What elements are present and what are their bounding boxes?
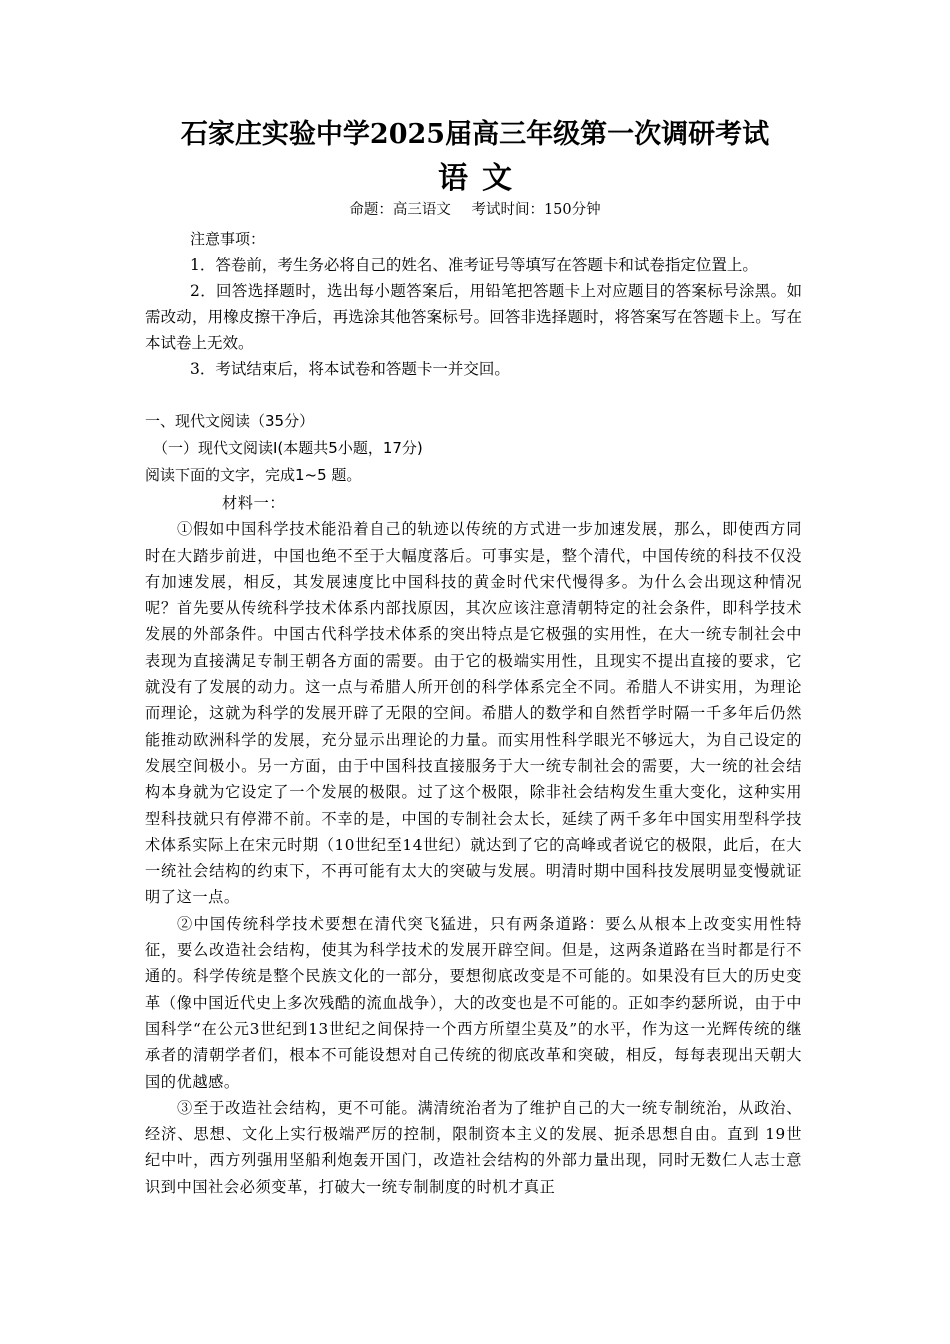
notice-item: 1．答卷前，考生务必将自己的姓名、准考证号等填写在答题卡和试卷指定位置上。 (190, 256, 758, 274)
passage-paragraph: ①假如中国科学技术能沿着自己的轨迹以传统的方式进一步加速发展，那么，即使西方同时在大踏步前进，中国也绝不至于大幅度落后。可事实是，整个清代，中国传统的科技不仅没有加速发展，相反，其发展速度比中国科技的黄金时代宋代慢得多。为什么会出现这种情况呢？首先要从传统科学技术体系内部找原因，其次应该注意清朝特定的社会条件，即科学技术发展的外部条件。中国古代科学技术体系的突出特点是它极强的实用性，在大一统专制社会中表现为直接满足专制王朝各方面的需要。由于它的极端实用性，且现实不提出直接的要求，它就没有了发展的动力。这一点与希腊人所开创的科学体系完全不同。希腊人不讲实用，为理论而理论，这就为科学的发展开辟了无限的空间。希腊人的数学和自然哲学时隔一千多年后仍然能推动欧洲科学的发展，充分显示出理论的力量。而实用性科学眼光不够远大，为自己设定的发展空间极小。另一方面，由于中国科技直接服务于大一统专制社会的需要，大一统的社会结构本身就为它设定了一个发展的极限。过了这个极限，除非社会结构发生重大变化，这种实用型科技就只有停滞不前。不幸的是，中国的专制社会太长，延续了两千多年中国实用型科学技术体系实际上在宋元时期（10世纪至14世纪）就达到了它的高峰或者说它的极限，此后，在大一统社会结构的约束下，不再可能有太大的突破与发展。明清时期中国科技发展明显变慢就证明了这一点。 (145, 520, 802, 907)
section-instruction: 阅读下面的文字，完成1~5 题。 (145, 466, 362, 484)
duration-info: 考试时间：150分钟 (471, 202, 601, 218)
section-heading: 一、现代文阅读（35分） (145, 412, 315, 430)
exam-title: 石家庄实验中学2025届高三年级第一次调研考试 (180, 119, 770, 150)
material-label: 材料一： (222, 494, 286, 512)
section-subheading: （一）现代文阅读Ⅰ(本题共5小题，17分) (153, 439, 423, 457)
section-header (145, 408, 802, 489)
setter-info: 命题：高三语文 (349, 202, 451, 218)
subject-title: 语文 (438, 161, 526, 196)
notices-heading: 注意事项： (190, 230, 266, 248)
exam-meta (0, 198, 950, 219)
notices-block (145, 226, 802, 382)
passage-paragraph: ②中国传统科学技术要想在清代突飞猛进，只有两条道路：要么从根本上改变实用性特征，要么改造社会结构，使其为科学技术的发展开辟空间。但是，这两条道路在当时都是行不通的。科学传统是整个民族文化的一部分，要想彻底改变是不可能的。如果没有巨大的历史变革（像中国近代史上多次残酷的流血战争），大的改变也是不可能的。正如李约瑟所说，由于中国科学“在公元3世纪到13世纪之间保持一个西方所望尘莫及”的水平，作为这一光辉传统的继承者的清朝学者们，根本不可能设想对自己传统的彻底改革和突破，相反，每每表现出天朝大国的优越感。 (145, 914, 802, 1091)
passage-paragraph: ③至于改造社会结构，更不可能。满清统治者为了维护自己的大一统专制统治，从政治、经济、思想、文化上实行极端严厉的控制，限制资本主义的发展、扼杀思想自由。直到 19世纪中叶，西方列强用坚船利炮轰开国门，改造社会结构的外部力量出现，同时无数仁人志士意识到中国社会必须变革，打破大一统专制制度的时机才真正 (145, 1098, 802, 1196)
reading-passage (145, 490, 802, 1200)
notice-item: 2．回答选择题时，选出每小题答案后，用铅笔把答题卡上对应题目的答案标号涂黑。如需改动，用橡皮擦干净后，再选涂其他答案标号。回答非选择题时，将答案写在答题卡上。写在本试卷上无效。 (145, 282, 802, 352)
notice-item: 3．考试结束后，将本试卷和答题卡一并交回。 (190, 360, 510, 378)
